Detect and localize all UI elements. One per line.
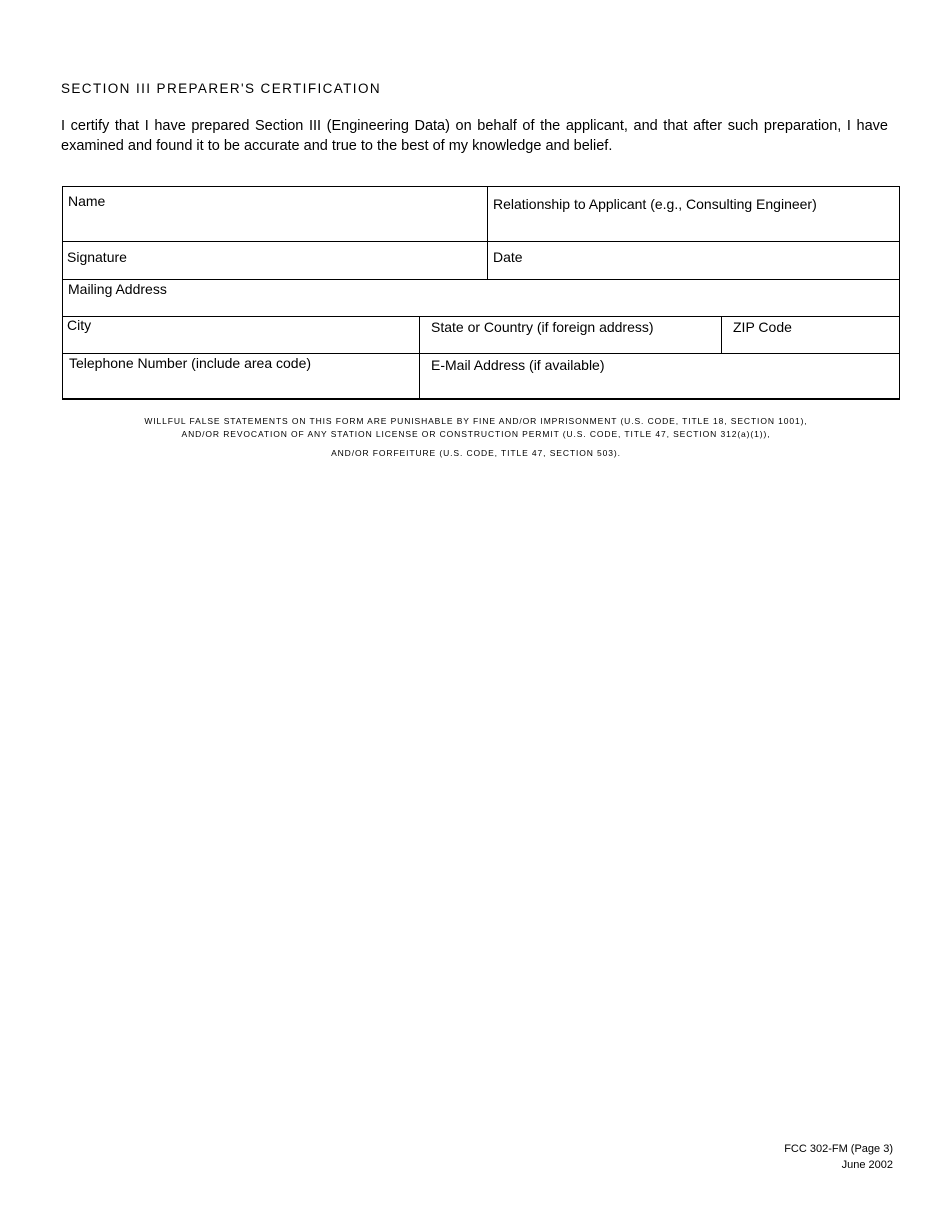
form-date: June 2002: [841, 1159, 893, 1171]
date-field[interactable]: [533, 245, 893, 275]
row-divider: [63, 316, 899, 317]
column-divider: [721, 316, 722, 353]
city-field[interactable]: [103, 321, 413, 349]
signature-label: Signature: [67, 249, 127, 265]
certification-statement: I certify that I have prepared Section III (Engineering Data) on behalf of the applicant, and that after such preparation, I have examined and found it to be accurate and true to the best of my knowledge and belief.: [61, 118, 888, 154]
relationship-field[interactable]: [493, 215, 893, 237]
row-divider: [63, 353, 899, 354]
relationship-label: Relationship to Applicant (e.g., Consulting Engineer): [493, 196, 817, 212]
signature-field[interactable]: [143, 245, 481, 275]
telephone-field[interactable]: [69, 373, 413, 397]
telephone-label: Telephone Number (include area code): [69, 355, 312, 371]
date-label: Date: [493, 249, 523, 265]
form-id: FCC 302-FM (Page 3): [784, 1143, 893, 1155]
penalty-notice-line-3: AND/OR FORFEITURE (U.S. CODE, TITLE 47, SECTION 503).: [331, 448, 621, 458]
city-label: City: [67, 317, 92, 333]
state-country-field[interactable]: [431, 335, 715, 352]
name-label: Name: [68, 193, 106, 209]
row-divider: [63, 241, 899, 242]
email-label: E-Mail Address (if available): [431, 357, 605, 373]
name-field[interactable]: [68, 213, 480, 237]
column-divider: [487, 187, 488, 279]
column-divider: [419, 316, 420, 399]
section-title: SECTION III PREPARER'S CERTIFICATION: [61, 81, 382, 96]
mailing-address-field[interactable]: [68, 297, 894, 315]
penalty-notice-line-2: AND/OR REVOCATION OF ANY STATION LICENSE OR CONSTRUCTION PERMIT (U.S. CODE, TITLE 47, SECTION 312(a)(1)),: [181, 429, 771, 439]
mailing-address-label: Mailing Address: [68, 281, 167, 297]
zip-code-field[interactable]: [733, 335, 893, 352]
penalty-notice-line-1: WILLFUL FALSE STATEMENTS ON THIS FORM ARE PUNISHABLE BY FINE AND/OR IMPRISONMENT (U.S. CODE, TITLE 18, SECTION 1001),: [144, 416, 808, 426]
preparer-form-table: [62, 186, 900, 400]
zip-code-label: ZIP Code: [733, 319, 792, 335]
email-field[interactable]: [431, 375, 893, 397]
row-divider: [63, 279, 899, 280]
state-country-label: State or Country (if foreign address): [431, 319, 654, 335]
